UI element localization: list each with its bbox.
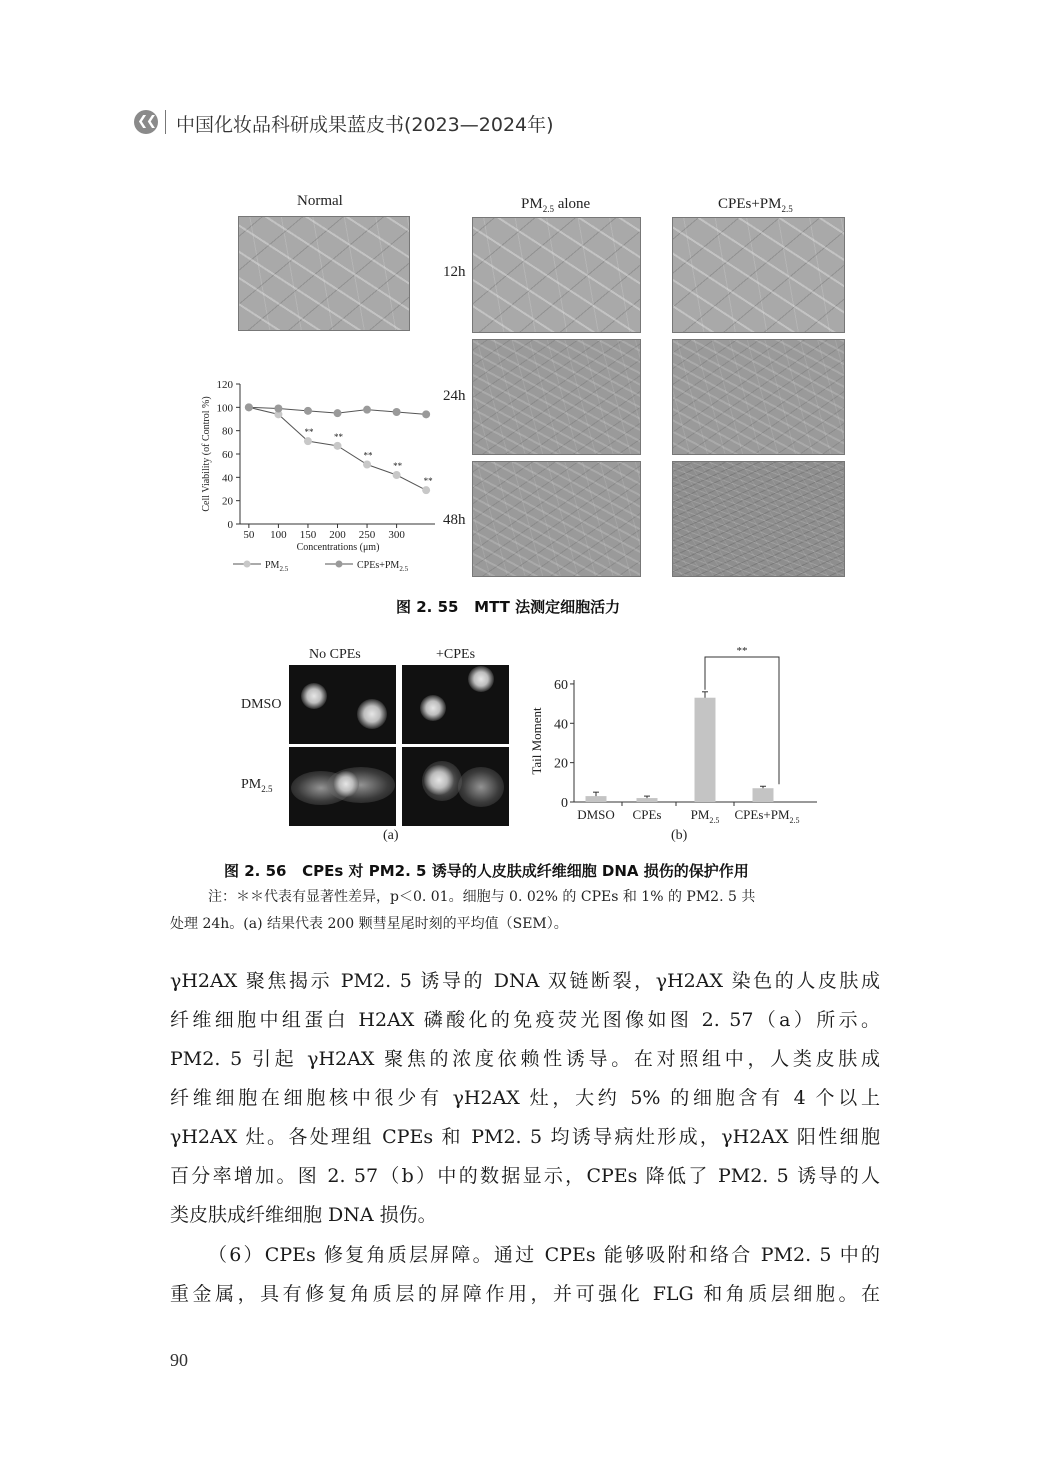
row-label-48h: 48h bbox=[443, 512, 466, 528]
mtt-legend-marker bbox=[336, 561, 343, 568]
tail-moment-bar-chart bbox=[525, 640, 825, 835]
tm-significance-bracket bbox=[705, 657, 779, 784]
mtt-x-axis-label: Concentrations (μm) bbox=[296, 542, 380, 553]
micrograph-pm-12h bbox=[472, 217, 641, 333]
mtt-legend-label: $PM_{2.5}$ bbox=[265, 560, 289, 572]
micrograph-pm-24h bbox=[472, 339, 641, 455]
body-line: γH2AX 灶。各处理组 CPEs 和 PM2. 5 均诱导病灶形成，γH2AX 阳性细胞 bbox=[170, 1126, 880, 1148]
mtt-y-tick-label: 60 bbox=[222, 449, 233, 461]
body-line: 百分率增加。图 2. 57（b）中的数据显示，CPEs 降低了 PM2. 5 诱导的人 bbox=[170, 1165, 880, 1187]
micrograph-cpes-24h bbox=[672, 339, 845, 455]
col-label-cpes-pm: $CPEs+PM_{2.5}$ bbox=[718, 196, 793, 214]
micrograph-normal bbox=[238, 216, 410, 331]
subfig-label-a: (a) bbox=[383, 828, 399, 843]
micrograph-pm-48h bbox=[472, 461, 641, 577]
col-label-pm-alone: $PM_{2.5}$ alone bbox=[521, 196, 591, 214]
mtt-point-1-1 bbox=[274, 405, 282, 413]
mtt-y-tick-label: 100 bbox=[216, 402, 233, 415]
body-line: 纤维细胞在细胞核中很少有 γH2AX 灶，大约 5% 的细胞含有 4 个以上 bbox=[170, 1087, 880, 1109]
tm-category-label: $PM_{2.5}$ bbox=[690, 807, 720, 825]
comet-image-pm-no-cpes bbox=[289, 747, 396, 826]
mtt-legend-label: $CPEs+PM_{2.5}$ bbox=[357, 560, 409, 572]
mtt-y-tick-label: 40 bbox=[222, 472, 233, 485]
mtt-point-0-5 bbox=[393, 471, 401, 479]
mtt-significance-mark: ** bbox=[393, 461, 403, 471]
body-line: 纤维细胞中组蛋白 H2AX 磷酸化的免疫荧光图像如图 2. 57（a）所示。 bbox=[170, 1009, 880, 1031]
tm-category-label: DMSO bbox=[577, 807, 615, 822]
row-label-dmso: DMSO bbox=[241, 697, 282, 712]
body-line: 类皮肤成纤维细胞 DNA 损伤。 bbox=[170, 1204, 437, 1226]
row-label-12h: 12h bbox=[443, 264, 466, 280]
mtt-x-tick-label: 300 bbox=[388, 529, 405, 541]
comet-image-dmso-plus-cpes bbox=[402, 665, 509, 744]
figure-note-line-2: 处理 24h。(a) 结果代表 200 颗彗星尾时刻的平均值（SEM）。 bbox=[170, 916, 568, 932]
mtt-point-1-4 bbox=[363, 406, 371, 414]
mtt-x-tick-label: 100 bbox=[270, 529, 287, 541]
mtt-y-tick-label: 0 bbox=[227, 519, 233, 531]
tm-bar-1 bbox=[637, 798, 658, 802]
mtt-point-0-4 bbox=[363, 461, 371, 469]
row-label-pm: $PM_{2.5}$ bbox=[241, 777, 273, 794]
figure-note-line-1: 注：＊＊代表有显著性差异，p＜0. 01。细胞与 0. 02% 的 CPEs 和 1% 的 PM2. 5 共 bbox=[208, 889, 756, 905]
figure-2-55-caption: 图 2. 55 MTT 法测定细胞活力 bbox=[396, 598, 621, 616]
tm-significance-label: ** bbox=[736, 645, 748, 657]
body-line: 重金属，具有修复角质层的屏障作用，并可强化 FLG 和角质层细胞。在 bbox=[170, 1283, 880, 1305]
tm-category-label: CPEs bbox=[632, 807, 662, 822]
book-logo-icon: ❮❮ bbox=[134, 110, 158, 134]
mtt-point-0-2 bbox=[304, 437, 312, 445]
row-label-24h: 24h bbox=[443, 388, 466, 404]
mtt-x-tick-label: 150 bbox=[299, 529, 317, 541]
mtt-point-0-6 bbox=[422, 486, 430, 494]
comet-image-pm-plus-cpes bbox=[402, 747, 509, 826]
micrograph-cpes-12h bbox=[672, 217, 845, 333]
mtt-point-1-3 bbox=[334, 409, 342, 417]
tm-bar-2 bbox=[695, 698, 716, 802]
mtt-significance-mark: ** bbox=[363, 450, 373, 461]
tm-bar-0 bbox=[586, 796, 607, 802]
figure-2-56-caption: 图 2. 56 CPEs 对 PM2. 5 诱导的人皮肤成纤维细胞 DNA 损伤的保护作用 bbox=[224, 862, 749, 880]
mtt-y-tick-label: 80 bbox=[222, 425, 233, 438]
body-line: γH2AX 聚焦揭示 PM2. 5 诱导的 DNA 双链断裂，γH2AX 染色的人皮肤成 bbox=[170, 970, 880, 992]
header-divider bbox=[165, 110, 166, 134]
col-label-no-cpes: No CPEs bbox=[309, 647, 361, 662]
subfig-label-b: (b) bbox=[671, 828, 688, 843]
mtt-x-tick-label: 50 bbox=[243, 529, 255, 541]
mtt-x-tick-label: 250 bbox=[358, 529, 376, 541]
mtt-x-tick-label: 200 bbox=[329, 529, 346, 541]
tm-y-tick-label: 40 bbox=[554, 717, 568, 733]
mtt-y-tick-label: 20 bbox=[222, 495, 233, 508]
mtt-y-tick-label: 120 bbox=[216, 379, 233, 391]
mtt-y-axis-label: Cell Viability (of Control %) bbox=[201, 396, 212, 512]
micrograph-cpes-48h bbox=[672, 461, 845, 577]
col-label-plus-cpes: +CPEs bbox=[436, 647, 476, 662]
body-line: （6）CPEs 修复角质层屏障。通过 CPEs 能够吸附和络合 PM2. 5 中的 bbox=[208, 1244, 880, 1266]
mtt-point-1-5 bbox=[393, 408, 401, 416]
comet-image-dmso-no-cpes bbox=[289, 665, 396, 744]
tm-y-tick-label: 0 bbox=[561, 796, 568, 811]
mtt-point-1-6 bbox=[422, 410, 430, 418]
mtt-significance-mark: ** bbox=[304, 427, 314, 438]
page-number: 90 bbox=[170, 1350, 188, 1370]
mtt-point-1-2 bbox=[304, 407, 312, 415]
body-line: PM2. 5 引起 γH2AX 聚焦的浓度依赖性诱导。在对照组中，人类皮肤成 bbox=[170, 1048, 880, 1070]
tm-bar-3 bbox=[753, 788, 774, 802]
mtt-line-chart bbox=[195, 372, 440, 572]
col-label-normal: Normal bbox=[297, 193, 343, 209]
mtt-significance-mark: ** bbox=[334, 431, 343, 442]
mtt-significance-mark: ** bbox=[423, 476, 433, 487]
tm-category-label: $CPEs+PM_{2.5}$ bbox=[734, 807, 800, 825]
tm-y-tick-label: 60 bbox=[554, 677, 568, 693]
mtt-legend-marker bbox=[244, 561, 251, 568]
mtt-point-0-3 bbox=[334, 442, 342, 450]
mtt-point-1-0 bbox=[245, 403, 253, 411]
running-header-title: 中国化妆品科研成果蓝皮书(2023—2024年) bbox=[176, 114, 554, 136]
tm-y-axis-label: Tail Moment bbox=[529, 707, 544, 775]
tm-y-tick-label: 20 bbox=[554, 756, 568, 772]
